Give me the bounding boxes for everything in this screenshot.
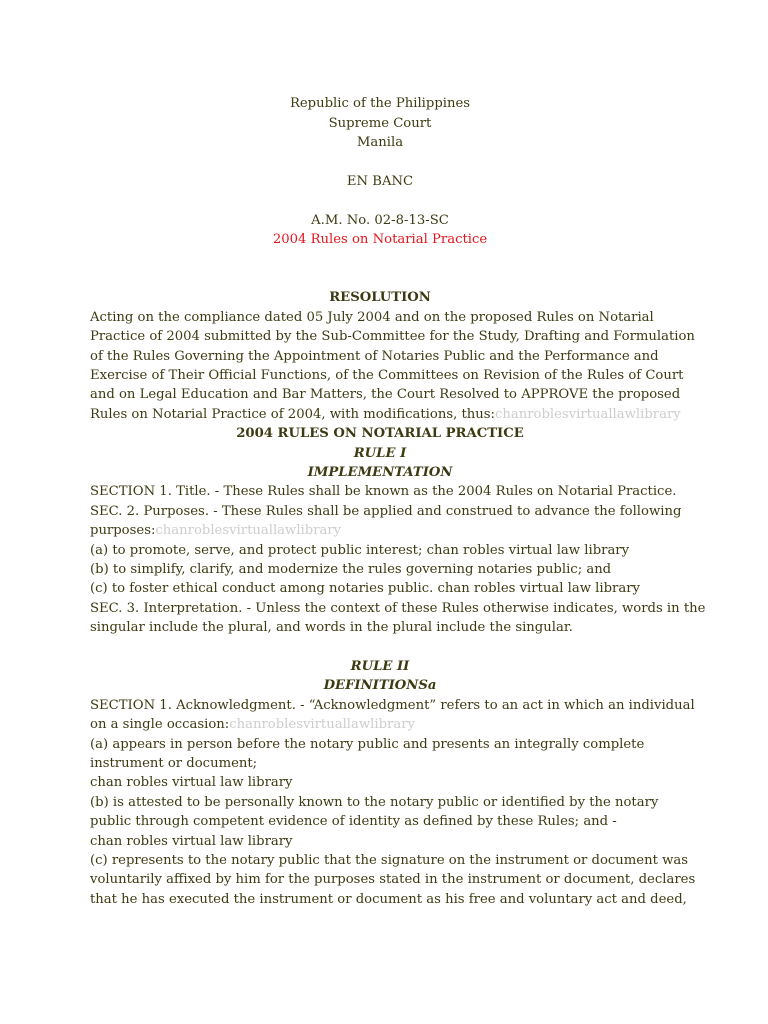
- rule-1-number: RULE I: [353, 446, 407, 461]
- header-supreme-court: Supreme Court: [328, 116, 432, 131]
- list-item: (a) to promote, serve, and protect public interest; chan robles virtual law library: [90, 543, 630, 558]
- rules-title: 2004 RULES ON NOTARIAL PRACTICE: [236, 426, 524, 441]
- rule-1-sec3-line: SEC. 3. Interpretation. - Unless the context of these Rules otherwise indicates, words in the: [90, 601, 706, 616]
- resolution-heading: RESOLUTION: [329, 290, 431, 305]
- list-item: (b) to simplify, clarify, and modernize the rules governing notaries public; and: [90, 562, 612, 577]
- watermark-text: chanroblesvirtuallawlibrary: [494, 407, 681, 422]
- occasion-text: on a single occasion:: [90, 717, 230, 732]
- watermark-text: chanroblesvirtuallawlibrary: [229, 717, 415, 732]
- rule-1-sec3-line: singular include the plural, and words in the plural include the singular.: [90, 620, 573, 635]
- list-item: (b) is attested to be personally known to the notary public or identified by the notary: [90, 795, 659, 810]
- resolution-line: of the Rules Governing the Appointment of Notaries Public and the Performance and: [90, 349, 659, 364]
- header-en-banc: EN BANC: [346, 174, 414, 189]
- list-item: (c) represents to the notary public that the signature on the instrument or document was: [90, 853, 689, 868]
- rule-2-line: SECTION 1. Acknowledgment. - “Acknowledgment” refers to an act in which an individual: [90, 698, 695, 713]
- resolution-line: Practice of 2004 submitted by the Sub-Committee for the Study, Drafting and Formulation: [90, 329, 695, 344]
- list-item: (c) to foster ethical conduct among notaries public. chan robles virtual law library: [90, 581, 640, 596]
- rule-1-line-purposes: [90, 521, 690, 540]
- purposes-text: purposes:: [90, 523, 156, 538]
- document-title: 2004 Rules on Notarial Practice: [272, 232, 488, 247]
- rule-1-line: SEC. 2. Purposes. - These Rules shall be applied and construed to advance the following: [90, 504, 682, 519]
- rule-1-name: IMPLEMENTATION: [307, 465, 453, 480]
- list-item: chan robles virtual law library: [90, 834, 293, 849]
- resolution-line: and on Legal Education and Bar Matters, the Court Resolved to APPROVE the proposed: [90, 387, 681, 402]
- resolution-line: Acting on the compliance dated 05 July 2004 and on the proposed Rules on Notarial: [90, 310, 654, 325]
- rule-2-number: RULE II: [350, 659, 410, 674]
- rule-2-line-occasion: [90, 715, 690, 734]
- header-republic: Republic of the Philippines: [289, 96, 471, 111]
- case-number: A.M. No. 02-8-13-SC: [311, 213, 449, 228]
- list-item: instrument or document;: [90, 756, 258, 771]
- rule-1-line: SECTION 1. Title. - These Rules shall be known as the 2004 Rules on Notarial Practice.: [90, 484, 677, 499]
- list-item: voluntarily affixed by him for the purposes stated in the instrument or document, declares: [90, 872, 696, 887]
- header-manila: Manila: [356, 135, 404, 150]
- list-item: that he has executed the instrument or document as his free and voluntary act and deed,: [90, 892, 687, 907]
- resolution-text: Rules on Notarial Practice of 2004, with modifications, thus:: [90, 407, 495, 422]
- resolution-line: Exercise of Their Official Functions, of the Committees on Revision of the Rules of Court: [90, 368, 684, 383]
- resolution-line-last: [90, 405, 690, 424]
- watermark-text: chanroblesvirtuallawlibrary: [155, 523, 342, 538]
- list-item: (a) appears in person before the notary public and presents an integrally complete: [90, 737, 645, 752]
- list-item: chan robles virtual law library: [90, 775, 293, 790]
- list-item: public through competent evidence of identity as defined by these Rules; and -: [90, 814, 617, 829]
- rule-2-name: DEFINITIONSa: [323, 678, 437, 693]
